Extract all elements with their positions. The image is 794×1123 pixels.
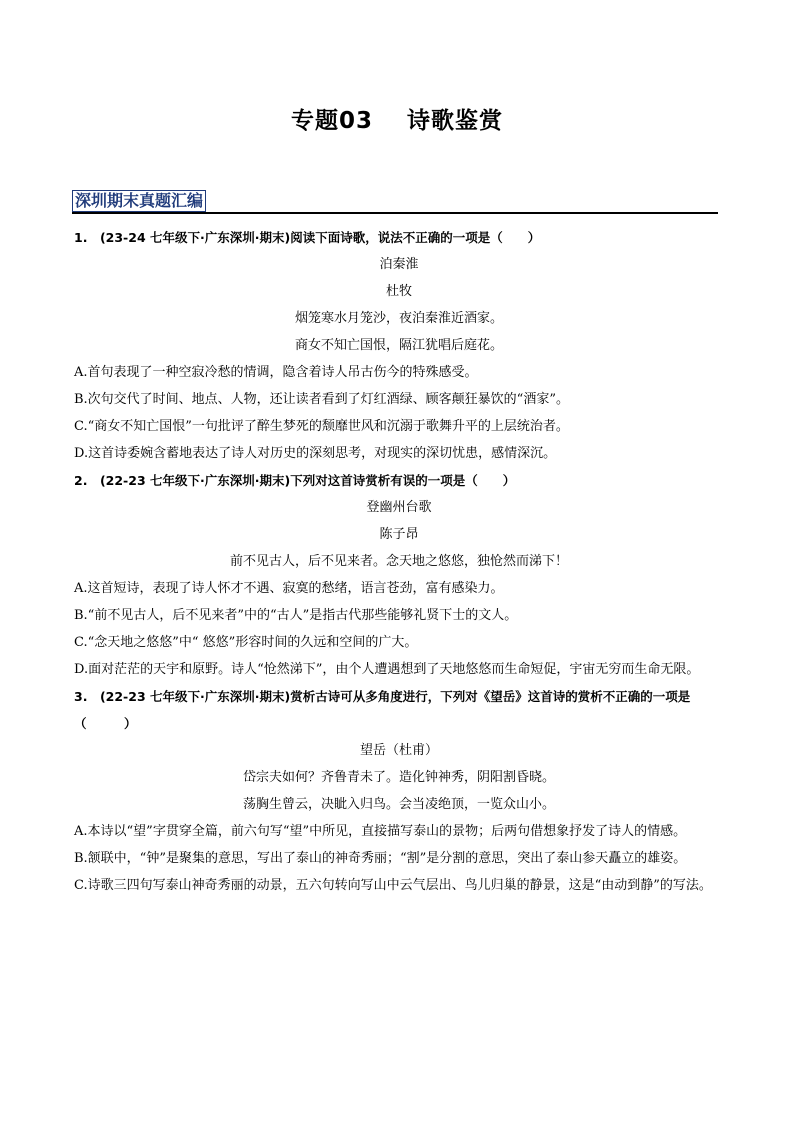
option-b: B.颔联中，“钟”是聚集的意思，写出了泰山的神奇秀丽；“割”是分割的意思，突出了泰山参天矗立的雄姿。 bbox=[74, 851, 687, 866]
poem-title: 泊秦淮 bbox=[379, 257, 419, 272]
question-stem: 1. (23-24 七年级下·广东深圳·期末)阅读下面诗歌，说法不正确的一项是（ ） bbox=[74, 230, 541, 245]
option-a: A.这首短诗，表现了诗人怀才不遇、寂寞的愁绪，语言苍劲，富有感染力。 bbox=[74, 581, 504, 596]
title-sub: 诗歌鉴赏 bbox=[407, 108, 503, 134]
title-main: 专题03 bbox=[290, 108, 373, 134]
poem-line: 岱宗夫如何？齐鲁青未了。造化钟神秀，阴阳割昏晓。 bbox=[242, 770, 555, 785]
poem-line: 商女不知亡国恨，隔江犹唱后庭花。 bbox=[294, 338, 503, 353]
poem-line: 荡胸生曾云，决眦入归鸟。会当凌绝顶，一览众山小。 bbox=[242, 797, 555, 812]
option-c: C.“商女不知亡国恨”一句批评了醉生梦死的颓靡世风和沉溺于歌舞升平的上层统治者。 bbox=[74, 419, 569, 434]
section-header bbox=[72, 190, 718, 214]
option-c: C.“念天地之悠悠”中“ 悠悠”形容时间的久远和空间的广大。 bbox=[74, 635, 418, 650]
poem-author: 陈子昂 bbox=[379, 527, 419, 542]
section-label: 深圳期末真题汇编 bbox=[72, 190, 206, 212]
question-stem: 2. (22-23 七年级下·广东深圳·期末)下列对这首诗赏析有误的一项是（ ） bbox=[74, 473, 516, 488]
option-b: B.“前不见古人，后不见来者”中的“古人”是指古代那些能够礼贤下士的文人。 bbox=[74, 608, 518, 623]
poem-title: 登幽州台歌 bbox=[366, 500, 432, 515]
question-3 bbox=[74, 683, 724, 899]
option-d: D.面对茫茫的天宇和原野。诗人“怆然涕下”，由个人遭遇想到了天地悠悠而生命短促，宇宙无穷而生命无限。 bbox=[74, 662, 700, 677]
question-list bbox=[74, 224, 724, 899]
page-title bbox=[0, 102, 794, 135]
option-a: A.本诗以“望”字贯穿全篇，前六句写“望”中所见，直接描写泰山的景物；后两句借想象抒发了诗人的情感。 bbox=[74, 824, 687, 839]
question-stem: 3. (22-23 七年级下·广东深圳·期末)赏析古诗可从多角度进行，下列对《望岳》这首诗的赏析不正确的一项是（ ） bbox=[74, 689, 691, 731]
option-c: C.诗歌三四句写泰山神奇秀丽的动景，五六句转向写山中云气层出、鸟儿归巢的静景，这是“由动到静”的写法。 bbox=[74, 878, 712, 893]
question-2 bbox=[74, 467, 724, 683]
poem-line: 前不见古人，后不见来者。念天地之悠悠，独怆然而涕下！ bbox=[229, 554, 568, 569]
question-1 bbox=[74, 224, 724, 467]
poem-title: 望岳（杜甫） bbox=[359, 743, 438, 758]
poem-line: 烟笼寒水月笼沙，夜泊秦淮近酒家。 bbox=[294, 311, 503, 326]
option-d: D.这首诗委婉含蓄地表达了诗人对历史的深刻思考，对现实的深切忧患，感情深沉。 bbox=[74, 446, 557, 461]
option-b: B.次句交代了时间、地点、人物，还让读者看到了灯红酒绿、顾客颠狂暴饮的“酒家”。 bbox=[74, 392, 569, 407]
option-a: A.首句表现了一种空寂冷愁的情调，隐含着诗人吊古伤今的特殊感受。 bbox=[74, 365, 478, 380]
poem-author: 杜牧 bbox=[385, 284, 412, 299]
